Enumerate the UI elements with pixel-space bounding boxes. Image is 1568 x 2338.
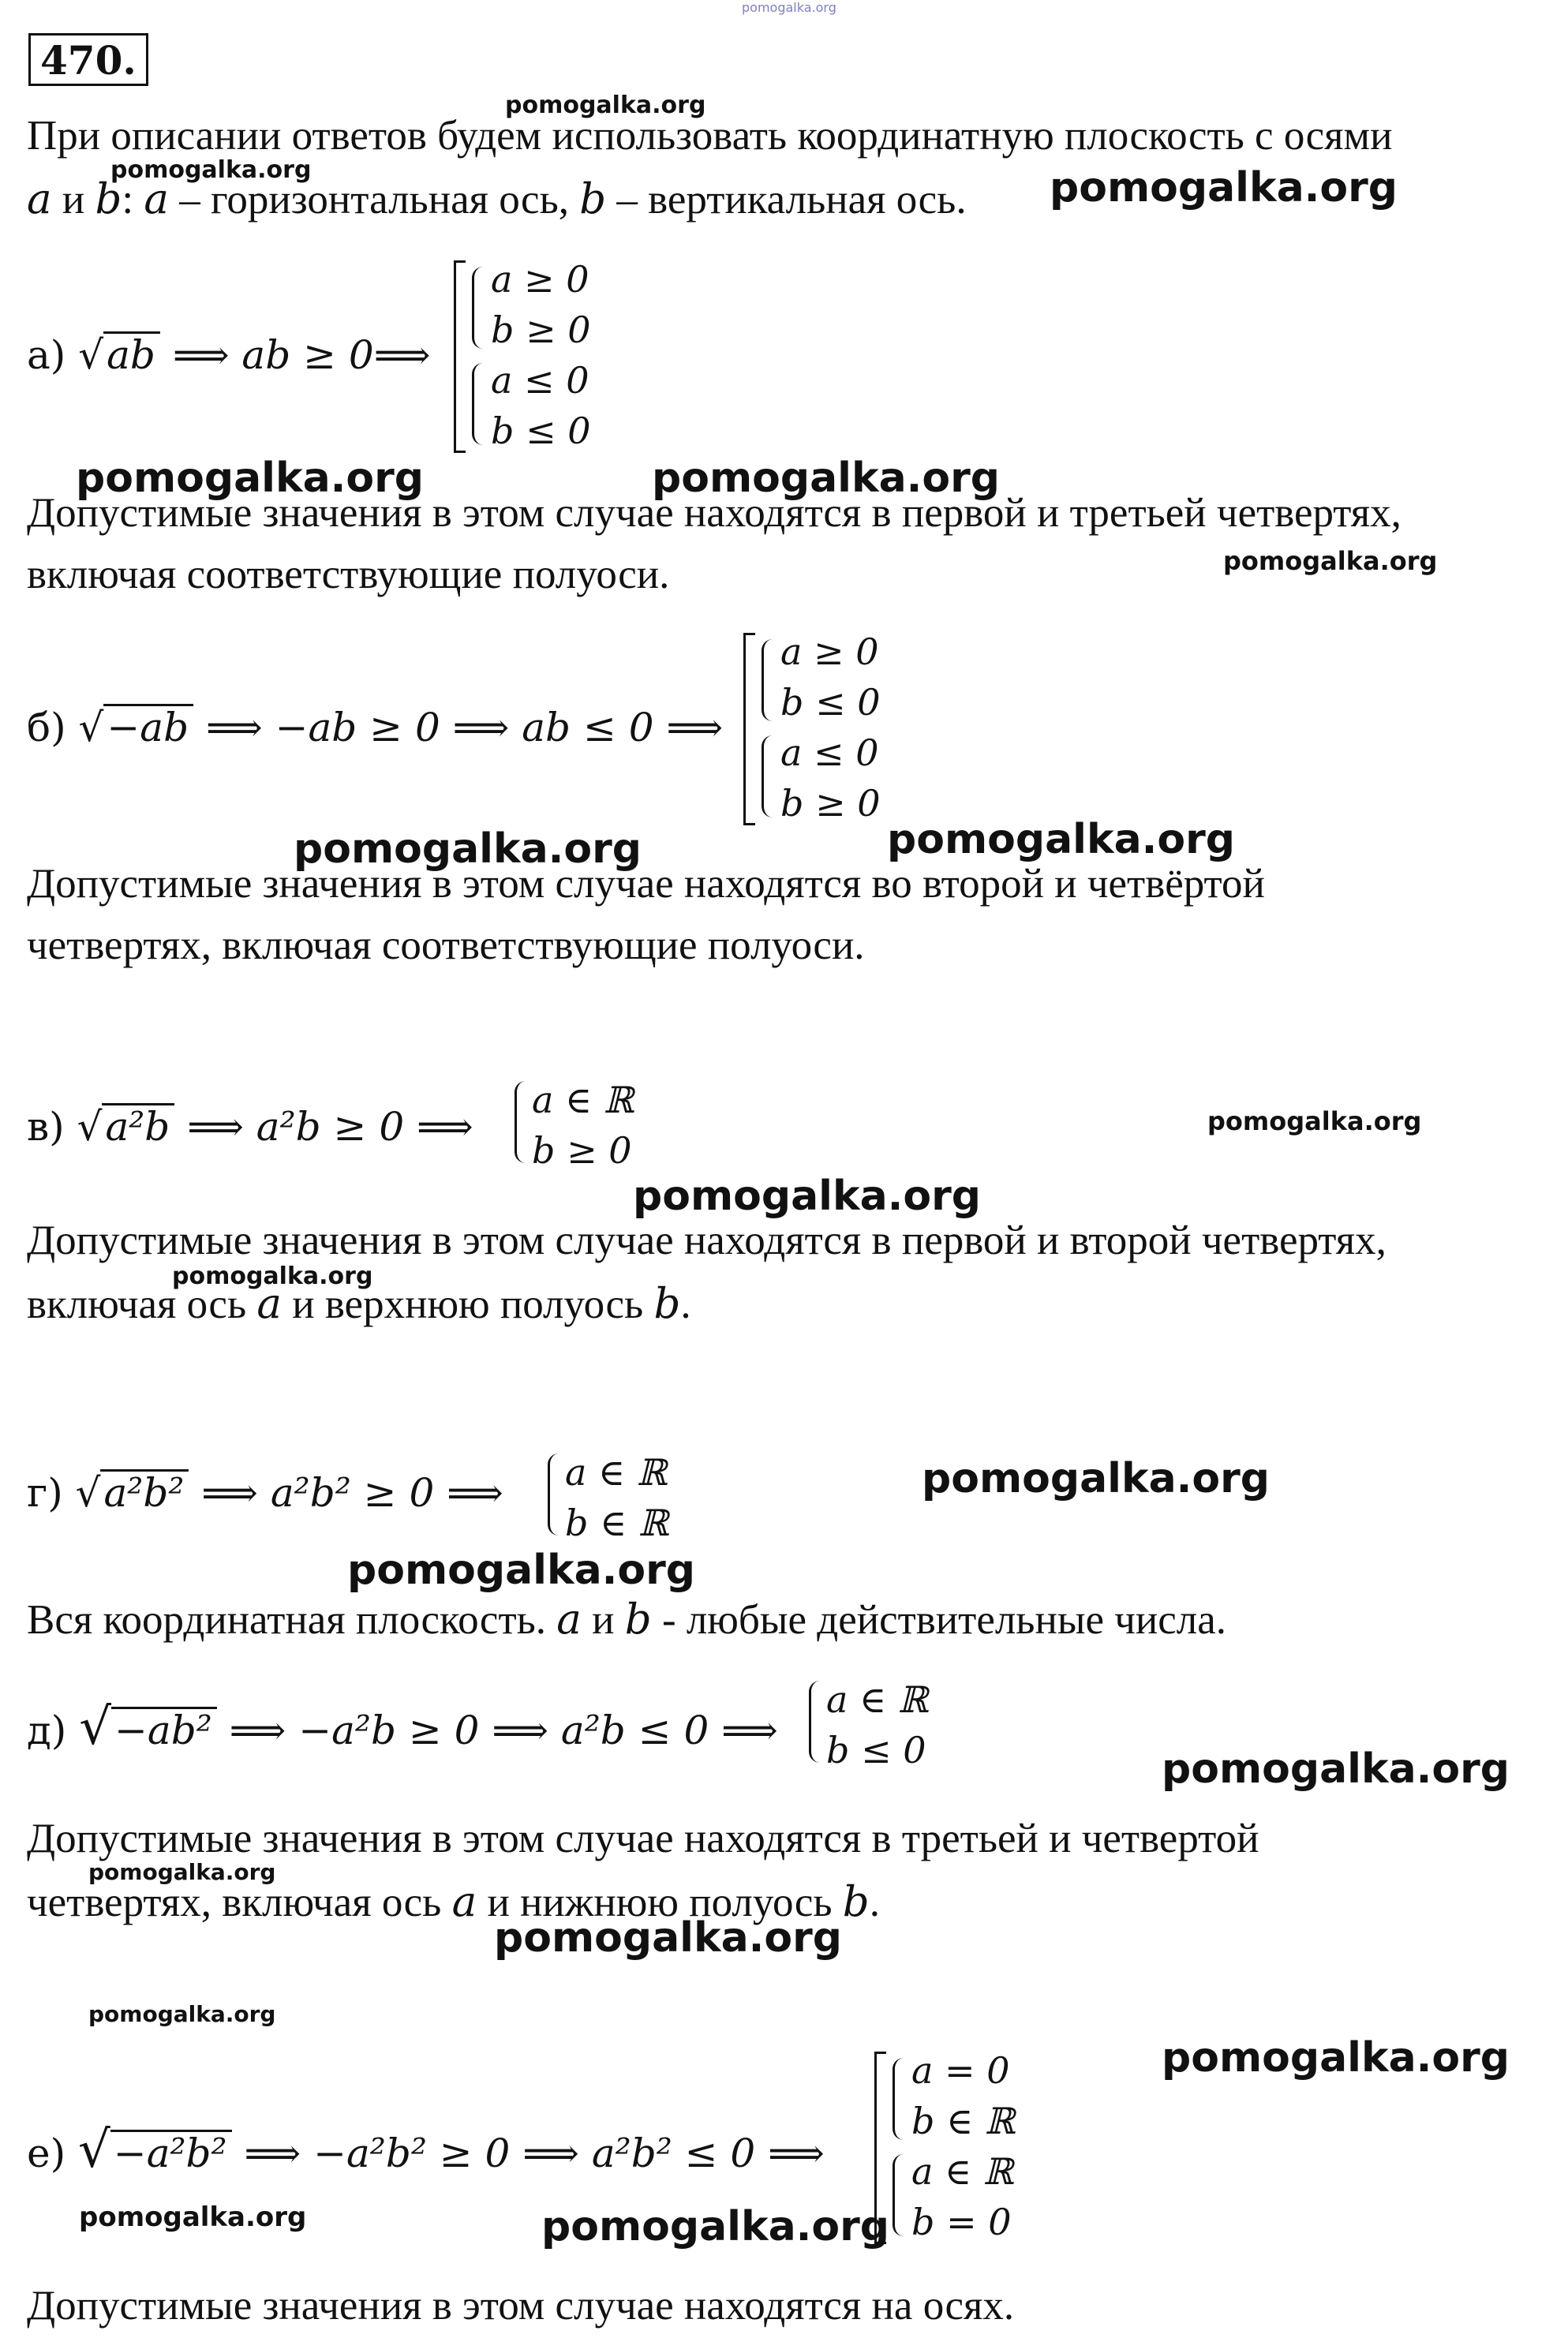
system-row: a ∈ ℝ: [911, 2150, 1013, 2193]
item-g-label: г): [27, 1470, 63, 1516]
intro-and: и: [51, 177, 95, 223]
radical-icon: √: [78, 332, 104, 378]
item-a-chain: ⟹ ab ≥ 0⟹: [159, 332, 431, 378]
brace-d: [809, 1681, 821, 1763]
item-d-expression: [27, 1698, 778, 1756]
item-d-system: [826, 1674, 928, 1775]
radical-icon: √: [78, 2121, 110, 2179]
system-row: a ∈ ℝ: [532, 1079, 634, 1121]
item-g-text-1: [27, 1595, 1226, 1644]
item-a-radicand: ab: [103, 331, 160, 377]
watermark: pomogalka.org: [1162, 2034, 1510, 2082]
system-row: a ≥ 0: [780, 630, 879, 673]
watermark: pomogalka.org: [1223, 546, 1438, 576]
radical-icon: √: [77, 1104, 103, 1150]
intro-rest: – горизонтальная ось,: [169, 177, 580, 223]
var-a-2: a: [144, 175, 170, 223]
item-g-text-and: и: [581, 1597, 625, 1643]
item-e-radicand: −a²b²: [110, 2130, 232, 2175]
brace-a-1: [472, 267, 484, 349]
item-g-chain: ⟹ a²b² ≥ 0 ⟹: [189, 1470, 503, 1516]
item-g-expression: [27, 1469, 503, 1516]
item-e-expression: [27, 2121, 825, 2179]
var-a: a: [451, 1878, 477, 1926]
var-a: a: [27, 175, 52, 223]
item-b-system: [780, 627, 881, 829]
system-row: b ≤ 0: [491, 410, 591, 452]
intro-colon: :: [122, 177, 144, 223]
var-a: a: [256, 1280, 282, 1328]
watermark: pomogalka.org: [922, 1455, 1270, 1502]
system-row: a ≤ 0: [780, 731, 879, 774]
watermark: pomogalka.org: [1050, 164, 1398, 211]
watermark: pomogalka.org: [887, 816, 1236, 863]
system-row: b ≤ 0: [780, 681, 881, 724]
radical-icon: √: [78, 705, 104, 750]
var-b-2: b: [579, 175, 607, 223]
item-e-system: [911, 2045, 1015, 2247]
item-b-radicand: −ab: [103, 704, 193, 750]
watermark: pomogalka.org: [652, 455, 1001, 502]
system-row: a ≥ 0: [491, 258, 589, 301]
watermark: pomogalka.org: [79, 2201, 307, 2233]
item-b-expression: [27, 704, 723, 750]
intro-line-1: При описании ответов будем использовать координатную плоскость с осями: [27, 113, 1393, 159]
system-row: b ≤ 0: [826, 1729, 926, 1771]
system-row: a = 0: [911, 2049, 1010, 2092]
brace-g: [548, 1453, 559, 1536]
var-b: b: [842, 1878, 870, 1926]
item-a-text-2: включая соответствующие полуоси.: [27, 552, 670, 597]
brace-b-2: [762, 735, 773, 817]
item-a-text-1: Допустимые значения в этом случае находятся в первой и третьей четвертях,: [27, 490, 1401, 536]
watermark: pomogalka.org: [172, 1263, 373, 1290]
brace-v: [515, 1081, 526, 1163]
var-a: a: [556, 1595, 582, 1644]
item-v-label: в): [27, 1104, 65, 1150]
task-number: 470.: [28, 33, 148, 86]
item-d-text-2-pre: четвертях, включая ось: [27, 1880, 452, 1925]
item-v-chain: ⟹ a²b ≥ 0 ⟹: [174, 1104, 473, 1150]
watermark: pomogalka.org: [505, 92, 706, 119]
watermark: pomogalka.org: [541, 2203, 890, 2250]
bracket-b: [743, 633, 755, 825]
var-b: b: [624, 1595, 652, 1644]
brace-e-1: [893, 2058, 904, 2140]
item-e-label: е): [27, 2130, 66, 2176]
item-a-label: а): [27, 332, 66, 378]
site-tag: pomogalka.org: [742, 0, 836, 15]
system-row: a ∈ ℝ: [565, 1451, 667, 1494]
item-d-radicand: −ab²: [111, 1707, 217, 1753]
item-g-text-end: - любые действительные числа.: [651, 1597, 1226, 1643]
watermark: pomogalka.org: [110, 156, 312, 184]
watermark: pomogalka.org: [347, 1547, 696, 1594]
item-v-radicand: a²b: [102, 1103, 174, 1149]
item-d-text-2-mid: и нижнюю полуось: [477, 1880, 843, 1925]
watermark: pomogalka.org: [76, 455, 425, 502]
system-row: a ∈ ℝ: [826, 1678, 928, 1721]
watermark: pomogalka.org: [294, 825, 642, 873]
system-row: b ≥ 0: [780, 782, 881, 825]
intro-end: – вертикальная ось.: [606, 177, 967, 223]
radical-icon: √: [79, 1698, 111, 1756]
item-v-text-2-end: .: [680, 1281, 691, 1327]
bracket-a: [454, 260, 466, 453]
system-row: a ≤ 0: [491, 359, 589, 402]
system-row: b ∈ ℝ: [565, 1502, 668, 1544]
item-v-system: [532, 1075, 634, 1176]
item-d-chain: ⟹ −a²b ≥ 0 ⟹ a²b ≤ 0 ⟹: [216, 1708, 778, 1753]
item-e-text-1: Допустимые значения в этом случае находятся на осях.: [27, 2283, 1015, 2329]
watermark: pomogalka.org: [88, 1859, 276, 1885]
item-v-text-1: Допустимые значения в этом случае находятся в первой и второй четвертях,: [27, 1218, 1387, 1263]
brace-b-1: [762, 639, 773, 721]
item-v-expression: [27, 1103, 473, 1150]
watermark: pomogalka.org: [633, 1173, 982, 1220]
system-row: b ≥ 0: [532, 1129, 632, 1172]
watermark: pomogalka.org: [494, 1914, 843, 1962]
item-g-system: [565, 1447, 668, 1548]
var-b: b: [653, 1280, 681, 1328]
item-g-text-pre: Вся координатная плоскость.: [27, 1597, 557, 1643]
item-d-text-1: Допустимые значения в этом случае находятся в третьей и четвертой: [27, 1816, 1259, 1861]
system-row: b = 0: [911, 2201, 1012, 2243]
var-b: b: [95, 175, 122, 223]
item-b-label: б): [27, 705, 66, 750]
item-d-label: д): [27, 1708, 67, 1753]
brace-a-2: [472, 363, 484, 445]
watermark: pomogalka.org: [88, 2001, 276, 2027]
brace-e-2: [893, 2154, 904, 2236]
item-d-text-2-end: .: [869, 1880, 880, 1925]
item-g-radicand: a²b²: [100, 1469, 189, 1515]
item-v-text-2-pre: включая ось: [27, 1281, 257, 1327]
watermark: pomogalka.org: [1162, 1745, 1510, 1793]
system-row: b ≥ 0: [491, 309, 591, 351]
item-b-text-1: Допустимые значения в этом случае находятся во второй и четвёртой: [27, 861, 1265, 907]
item-v-text-2-mid: и верхнюю полуось: [281, 1281, 654, 1327]
item-a-expression: [27, 331, 430, 378]
watermark: pomogalka.org: [1207, 1106, 1422, 1136]
radical-icon: √: [75, 1470, 101, 1516]
item-b-chain: ⟹ −ab ≥ 0 ⟹ ab ≤ 0 ⟹: [193, 705, 724, 750]
item-a-system: [491, 254, 591, 456]
system-row: b ∈ ℝ: [911, 2100, 1015, 2142]
item-e-chain: ⟹ −a²b² ≥ 0 ⟹ a²b² ≤ 0 ⟹: [231, 2130, 825, 2176]
item-b-text-2: четвертях, включая соответствующие полуоси.: [27, 922, 865, 968]
